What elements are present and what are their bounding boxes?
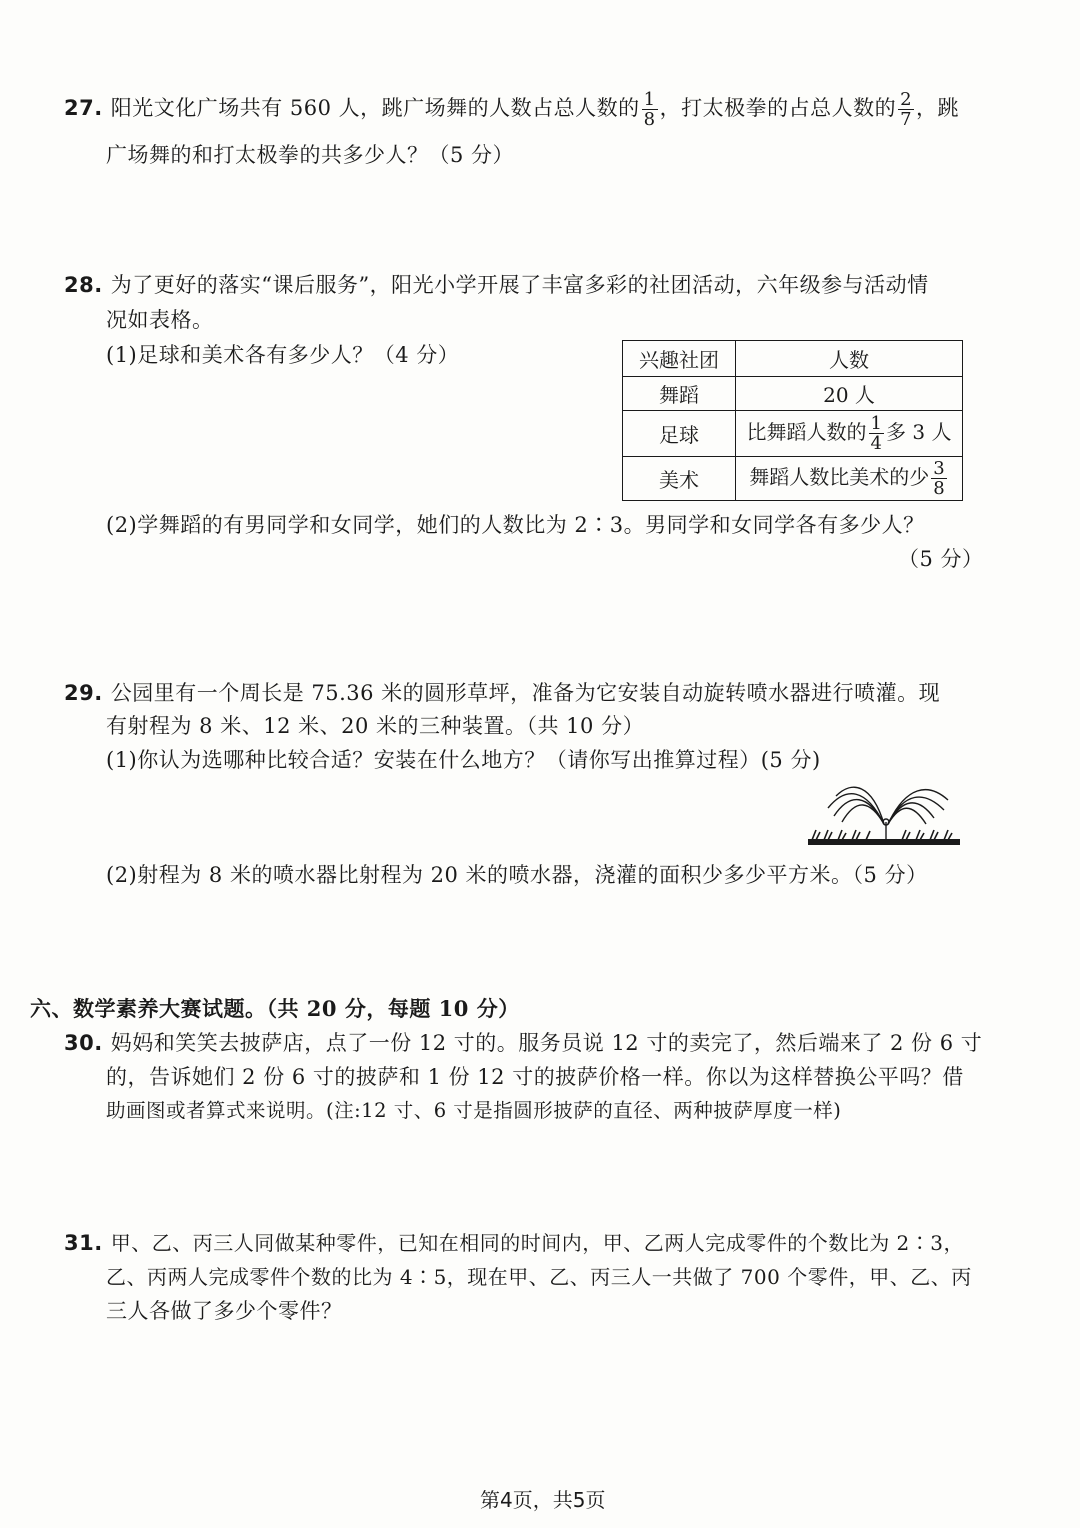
table-row	[623, 457, 963, 501]
q30-line2: 的，告诉她们 2 份 6 寸的披萨和 1 份 12 寸的披萨价格一样。你以为这样替换公平吗？借	[106, 1065, 964, 1089]
cell-dance: 舞蹈	[623, 377, 736, 411]
table-row	[623, 341, 963, 377]
table-header-count: 人数	[736, 341, 963, 377]
table-row	[623, 411, 963, 457]
q27-line1	[64, 90, 959, 129]
q31-line1	[64, 1228, 964, 1258]
section-heading: 六、数学素养大赛试题。（共 20 分，每题 10 分）	[30, 996, 520, 1021]
q29-part1: (1)你认为选哪种比较合适？安装在什么地方？（请你写出推算过程）(5 分)	[106, 748, 821, 772]
q30-text: 妈妈和笑笑去披萨店，点了一份 12 寸的。服务员说 12 寸的卖完了，然后端来了 2 份 6 寸	[110, 1031, 983, 1055]
sprinkler-icon	[806, 778, 962, 852]
q30-line1	[64, 1028, 982, 1058]
q28-text: 为了更好的落实“课后服务”，阳光小学开展了丰富多彩的社团活动，六年级参与活动情	[110, 273, 929, 297]
q28-part2-score: （5 分）	[898, 547, 984, 571]
cell-art-count: 舞蹈人数比美术的少 $\frac{3}{8}$	[736, 457, 963, 501]
page-number: 第4页，共5页	[480, 1488, 606, 1512]
q28-line2: 况如表格。	[106, 308, 214, 332]
q28-part2: (2)学舞蹈的有男同学和女同学，她们的人数比为 2∶3。男同学和女同学各有多少人？	[106, 513, 925, 537]
q29-part2: (2)射程为 8 米的喷水器比射程为 20 米的喷水器，浇灌的面积少多少平方米。（5 分）	[106, 863, 928, 887]
q31-line2: 乙、丙两人完成零件个数的比为 4∶5，现在甲、乙、丙三人一共做了 700 个零件，甲、乙、丙	[106, 1265, 972, 1289]
art-fraction: $\frac{3}{8}$	[933, 458, 945, 499]
q31-line3: 三人各做了多少个零件？	[106, 1299, 343, 1323]
table-row	[623, 377, 963, 411]
cell-football: 足球	[623, 411, 736, 457]
q31-number: 31.	[64, 1231, 103, 1255]
q29-text: 公园里有一个周长是 75.36 米的圆形草坪，准备为它安装自动旋转喷水器进行喷灌。现	[110, 681, 941, 705]
q27-fraction-1: $\frac{1}{8}$	[643, 89, 656, 130]
q30-line3: 助画图或者算式来说明。(注:12 寸、6 寸是指圆形披萨的直径、两种披萨厚度一样)	[106, 1099, 842, 1122]
cell-art: 美术	[623, 457, 736, 501]
q30-number: 30.	[64, 1031, 103, 1055]
club-table	[622, 340, 963, 501]
q27-fraction-2: $\frac{2}{7}$	[900, 89, 913, 130]
q29-line1	[64, 678, 940, 708]
q27-number: 27.	[64, 96, 103, 120]
football-fraction: $\frac{1}{4}$	[870, 413, 882, 454]
q31-text: 甲、乙、丙三人同做某种零件，已知在相同的时间内，甲、乙两人完成零件的个数比为 2∶3，	[110, 1231, 965, 1255]
q29-number: 29.	[64, 681, 103, 705]
q29-line2: 有射程为 8 米、12 米、20 米的三种装置。（共 10 分）	[106, 714, 645, 738]
q27-text-b: ，打太极拳的占总人数的	[659, 96, 897, 120]
cell-dance-count: 20 人	[736, 377, 963, 411]
q27-line2: 广场舞的和打太极拳的共多少人？（5 分）	[106, 143, 515, 167]
q28-line1	[64, 270, 929, 300]
q27-text-c: ，跳	[916, 96, 960, 120]
q27-text-a: 阳光文化广场共有 560 人，跳广场舞的人数占总人数的	[110, 96, 640, 120]
q28-number: 28.	[64, 273, 103, 297]
cell-football-count: 比舞蹈人数的 $\frac{1}{4}$ 多 3 人	[736, 411, 963, 457]
table-header-club: 兴趣社团	[623, 341, 736, 377]
q28-part1: (1)足球和美术各有多少人？（4 分）	[106, 343, 460, 367]
